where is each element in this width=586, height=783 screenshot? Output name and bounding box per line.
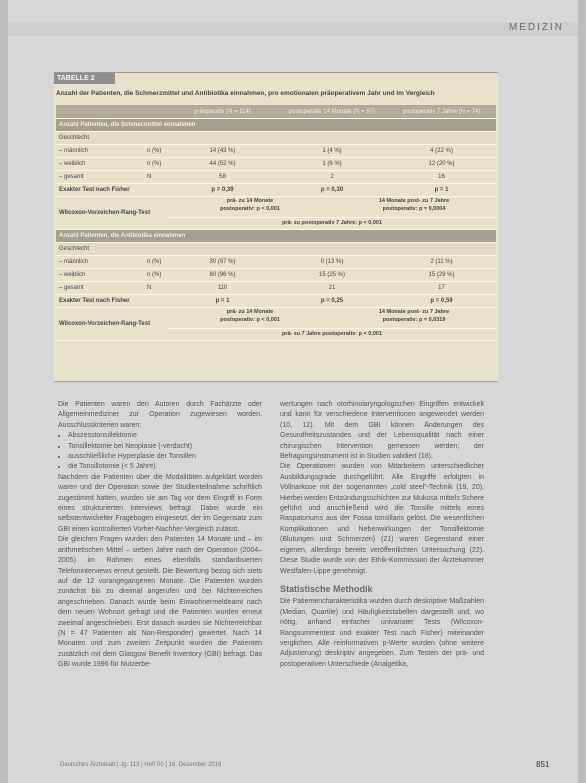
- row-unit: n (%): [144, 269, 168, 282]
- table-row: [56, 269, 496, 282]
- table-row: [56, 171, 496, 184]
- table-cell: 2 (11 %): [387, 256, 496, 269]
- test-value: p = 1: [168, 295, 277, 308]
- footer-citation: Deutsches Ärzteblatt | Jg. 113 | Heft 50 | 16. Dezember 2016: [60, 762, 222, 768]
- test-value: p = 0,30: [277, 184, 387, 197]
- row-label: – weiblich: [56, 158, 144, 171]
- subgroup-row: [56, 132, 496, 145]
- col-header: präoperativ (N = 114): [168, 105, 277, 119]
- group-header-row: [56, 230, 496, 243]
- table-row: [56, 256, 496, 269]
- column-header-row: [56, 105, 496, 119]
- table-badge: TABELLE 2: [54, 73, 115, 84]
- table-2: [54, 72, 498, 382]
- wilcoxon-pair: [168, 308, 496, 328]
- table-row: [56, 158, 496, 171]
- table-cell: 1 (4 %): [277, 145, 387, 158]
- row-unit: N: [144, 282, 168, 295]
- table-cell: 15 (25 %): [277, 269, 387, 282]
- wilcoxon-comparison: [332, 308, 496, 328]
- wilcoxon-line: postoperativ: p < 0,001: [220, 317, 280, 323]
- test-value: p = 0,59: [387, 295, 496, 308]
- wilcoxon-comparison: [332, 197, 496, 217]
- right-column: [280, 400, 484, 670]
- table-cell: 80 (96 %): [168, 269, 277, 282]
- wilcoxon-line: prä- zu 14 Monate: [226, 309, 274, 315]
- row-unit: n (%): [144, 158, 168, 171]
- data-table: [56, 105, 496, 341]
- table-cell: 15 (29 %): [387, 269, 496, 282]
- table-cell: 44 (52 %): [168, 158, 277, 171]
- table-cell: 14 (43 %): [168, 145, 277, 158]
- journal-page: [8, 0, 578, 783]
- wilcoxon-line: 14 Monate post- zu 7 Jahre: [378, 198, 450, 204]
- col-header: postoperativ 14 Monate (N = 97): [277, 105, 387, 119]
- header-strip: [8, 22, 578, 36]
- wilcoxon-label: Wilcoxon-Vorzeichen-Rang-Test: [56, 197, 168, 230]
- table-cell: 4 (22 %): [387, 145, 496, 158]
- table-cell: 21: [277, 282, 387, 295]
- table-caption: Anzahl der Patienten, die Schmerzmittel und Antibiotika einnahmen, pro emotionalen präoperativem Jahr und im Vergleich: [56, 90, 435, 97]
- fisher-test-row: [56, 184, 496, 197]
- wilcoxon-label: Wilcoxon-Vorzeichen-Rang-Test: [56, 308, 168, 341]
- section-heading: Statistische Methodik: [280, 583, 373, 594]
- body-text: [58, 400, 488, 750]
- wilcoxon-row: [56, 197, 496, 230]
- table-cell: 110: [168, 282, 277, 295]
- row-label: – männlich: [56, 256, 144, 269]
- list-item: • die Tonsillotomie (< 5 Jahre).: [68, 462, 262, 472]
- table-cell: 2: [277, 171, 387, 184]
- wilcoxon-overall: prä- zu postoperativ 7 Jahre: p < 0,001: [168, 217, 496, 229]
- col-header: postoperativ 7 Jahre (N = 74): [387, 105, 496, 119]
- test-value: p = 0,39: [168, 184, 277, 197]
- row-unit: n (%): [144, 145, 168, 158]
- row-label: – gesamt: [56, 171, 144, 184]
- section-label: MEDIZIN: [508, 22, 564, 33]
- subgroup-row: [56, 243, 496, 256]
- test-label: Exakter Test nach Fisher: [56, 184, 168, 197]
- wilcoxon-comparison: [168, 308, 332, 328]
- paragraph: wertungen nach otorhinolaryngologischen Eingriffen entwickelt und kann für verschiedene Interventionen angewendet werden (10, 12). Mit dem GBI können Änderungen des Gesundheitszustandes und der Lebensqualität nach einer chirurgischen Intervention gemessen werden; der Befragungsinstrument ist in Studien validiert (18).: [280, 401, 484, 461]
- table-row: [56, 145, 496, 158]
- wilcoxon-line: postoperativ: p < 0,001: [220, 206, 280, 212]
- table-cell: 30 (97 %): [168, 256, 277, 269]
- paragraph: Die Operationen wurden von Mitarbeitern unterschiedlicher Ausbildungsgrade durchgeführt. Alle Eingriffe erfolgten in Vollnarkose mit der sogenannten „cold steel“-Technik (19, 20). Hierbei werden Entzündungsschichten zur Mukosa mittels Schere geführt und anschließend wird die Tonsille mittels eines Raspatoriums aus der Fossa tonsillaris gelöst. Die wesentlichen Komplikationen und Nebenwirkungen der Tonsillektomie (Blutungen und Schmerzen) (21) waren Gegenstand einer eigenen, allerdings bereits veröffentlichten Untersuchung (22). Diese Studie wurde von der Ethik-Kommission der Ärztekammer Westfalen-Lippe genehmigt.: [280, 463, 484, 575]
- wilcoxon-results: [168, 308, 496, 341]
- test-label: Exakter Test nach Fisher: [56, 295, 168, 308]
- wilcoxon-line: postoperativ: p = 0,0319: [382, 317, 446, 323]
- wilcoxon-results: [168, 197, 496, 230]
- row-unit: N: [144, 171, 168, 184]
- wilcoxon-line: prä- zu 14 Monate: [226, 198, 274, 204]
- row-unit: n (%): [144, 256, 168, 269]
- test-value: p = 1: [387, 184, 496, 197]
- left-column: [58, 400, 262, 671]
- paragraph: Die Patientencharakteristika wurden durch deskriptive Maßzahlen (Median, Quartile) und Häufigkeitstabellen dargestellt und, wo nötig, anhand einfacher univariater Tests (Wilcoxon-Rangsummentest und exakter Test nach Fisher) miteinander verglichen. Alle reinformativen p-Werte wurden (ohne weitere Adjustierung) deskriptiv angegeben. Zum Testen der prä- und postoperativen Unterschiede (Analgetika,: [280, 598, 484, 668]
- paragraph: Die Patienten waren den Autoren durch Fachärzte oder Allgemeinmediziner zur Operation zugewiesen worden. Ausschlusskriterien waren:: [58, 401, 262, 429]
- group-header-row: [56, 119, 496, 132]
- wilcoxon-comparison: [168, 197, 332, 217]
- wilcoxon-line: 14 Monate post- zu 7 Jahre: [378, 309, 450, 315]
- wilcoxon-line: postoperativ: p = 0,0004: [382, 206, 446, 212]
- list-item: • Tonsillektomie bei Neoplasie (-verdacht): [68, 442, 262, 452]
- fisher-test-row: [56, 295, 496, 308]
- group-title: Anzahl Patienten, die Antibiotika einnahmen: [56, 230, 496, 243]
- row-label: – gesamt: [56, 282, 144, 295]
- table-cell: 58: [168, 171, 277, 184]
- table-cell: 0 (13 %): [277, 256, 387, 269]
- table-cell: 12 (20 %): [387, 158, 496, 171]
- table-cell: 17: [387, 282, 496, 295]
- table-cell: 16: [387, 171, 496, 184]
- wilcoxon-overall: prä- zu 7 Jahre postoperativ: p < 0,001: [168, 328, 496, 340]
- wilcoxon-row: [56, 308, 496, 341]
- wilcoxon-pair: [168, 197, 496, 217]
- exclusion-list: [58, 431, 262, 473]
- table-cell: 1 (6 %): [277, 158, 387, 171]
- subgroup-label: Geschlecht: [56, 243, 496, 256]
- subgroup-label: Geschlecht: [56, 132, 496, 145]
- table-row: [56, 282, 496, 295]
- paragraph: Die gleichen Fragen wurden den Patienten 14 Monate und – im arithmetischen Mittel – sieben Jahre nach der Operation (2004–2005) im Rahmen eines ebenfalls standardisierten Telefoninterviews erneut gestellt. Die Bewertung bezog sich stets auf die 12 vorangegangenen Monate. Die Patienten wurden zunächst bis zu dreimal angerufen und bei Nichterreichen angeschrieben. Danach wurde beim Einwohnermeldeamt nach dem neuen Wohnort gefragt und die Patienten wurden erneut zweimal angeschrieben. Erst danach wurden sie Nichterreichbar (N = 47 Patienten als Non-Responder) gewertet. Nach 14 Monaten und zum zweiten Zeitpunkt wurden die Patienten zusätzlich mit dem Glasgow Benefit Inventory (GBI) befragt. Das GBI wurde 1996 für Nutzerbe-: [58, 536, 262, 669]
- list-item: • ausschließliche Hyperplasie der Tonsillen: [68, 452, 262, 462]
- page-number: 851: [536, 760, 550, 769]
- row-label: – männlich: [56, 145, 144, 158]
- row-label: – weiblich: [56, 269, 144, 282]
- paragraph: Nachdem die Patienten über die Modalitäten aufgeklärt worden waren und der Operation sowie der Studienteilnahme schriftlich zugestimmt hatten, wurden sie am Tag vor dem Eingriff in Form eines strukturierten Interviews befragt. Dabei wurde ein selbstentwickelter Fragebogen eingesetzt, der im Gegensatz zum GBI einen kontrollierten Vorher-Nachher-Vergleich zulässt.: [58, 473, 262, 533]
- list-item: • Abszesstonsillektomie: [68, 431, 262, 441]
- group-title: Anzahl Patienten, die Schmerzmittel einnahmen: [56, 119, 496, 132]
- test-value: p = 0,25: [277, 295, 387, 308]
